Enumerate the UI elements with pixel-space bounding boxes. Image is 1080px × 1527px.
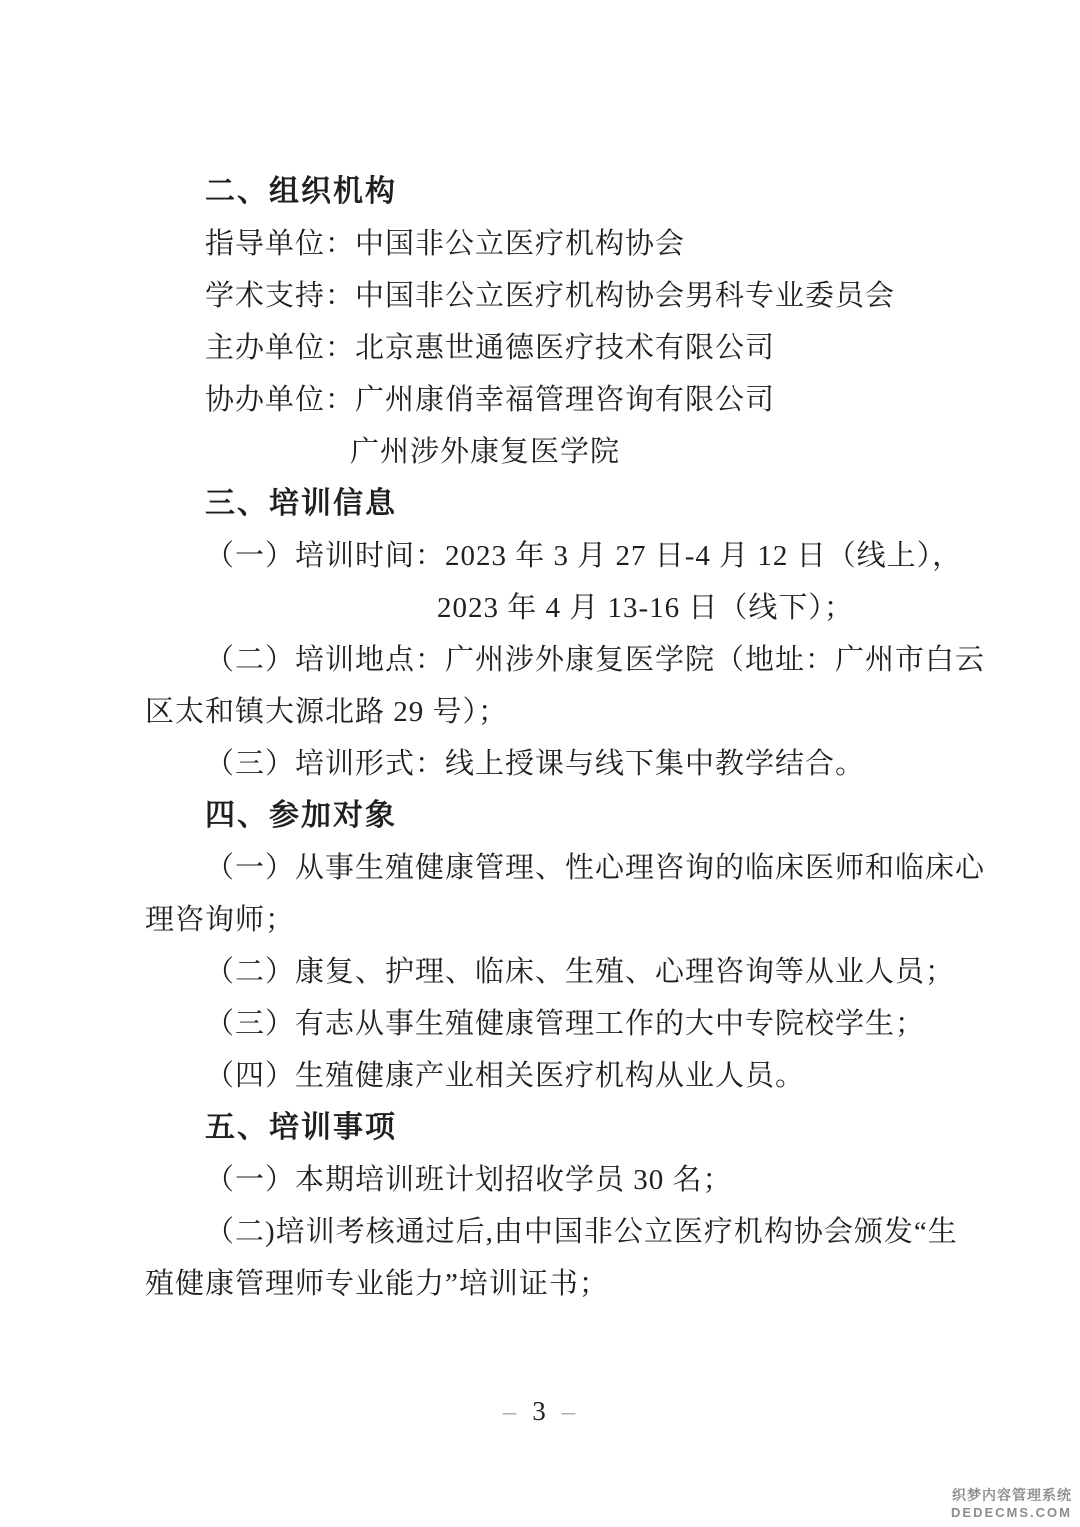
- section-heading: 三、培训信息: [205, 487, 397, 520]
- body-line: 殖健康管理师专业能力”培训证书；: [145, 1268, 609, 1300]
- watermark-domain-text: DEDECMS.COM: [951, 1505, 1072, 1520]
- body-line: 理咨询师；: [145, 904, 296, 936]
- section-heading: 五、培训事项: [205, 1111, 397, 1144]
- body-line: 主办单位：北京惠世通德医疗技术有限公司: [205, 332, 776, 364]
- body-line: （二）培训地点：广州涉外康复医学院（地址：广州市白云: [205, 644, 986, 676]
- body-line: （三）培训形式：线上授课与线下集中教学结合。: [205, 748, 866, 780]
- body-line: 指导单位：中国非公立医疗机构协会: [205, 228, 686, 260]
- body-line: （四）生殖健康产业相关医疗机构从业人员。: [205, 1060, 806, 1092]
- body-line: （一）从事生殖健康管理、性心理咨询的临床医师和临床心: [205, 852, 986, 884]
- cms-watermark: [951, 1487, 1072, 1521]
- body-line: 区太和镇大源北路 29 号）；: [145, 696, 509, 728]
- body-line: 学术支持：中国非公立医疗机构协会男科专业委员会: [205, 280, 896, 312]
- section-heading: 二、组织机构: [205, 175, 397, 208]
- body-line: 2023 年 4 月 13-16 日（线下）；: [437, 592, 854, 624]
- section-heading: 四、参加对象: [205, 799, 397, 832]
- page-number-left-dash: –: [502, 1396, 519, 1426]
- page-number-right-dash: –: [561, 1396, 578, 1426]
- page-number: [0, 1396, 1080, 1427]
- page-number-value: 3: [532, 1396, 548, 1426]
- body-line: 广州涉外康复医学院: [350, 436, 621, 468]
- body-line: （二）康复、护理、临床、生殖、心理咨询等从业人员；: [205, 956, 956, 988]
- body-line: （三）有志从事生殖健康管理工作的大中专院校学生；: [205, 1008, 926, 1040]
- document-body: [145, 166, 986, 1310]
- body-line: 协办单位：广州康俏幸福管理咨询有限公司: [205, 384, 776, 416]
- body-line: （一）本期培训班计划招收学员 30 名；: [205, 1164, 733, 1196]
- body-line: （二)培训考核通过后,由中国非公立医疗机构协会颁发“生: [205, 1216, 958, 1248]
- watermark-chinese-text: 织梦内容管理系统: [952, 1487, 1072, 1503]
- body-line: （一）培训时间：2023 年 3 月 27 日-4 月 12 日（线上），: [205, 540, 963, 572]
